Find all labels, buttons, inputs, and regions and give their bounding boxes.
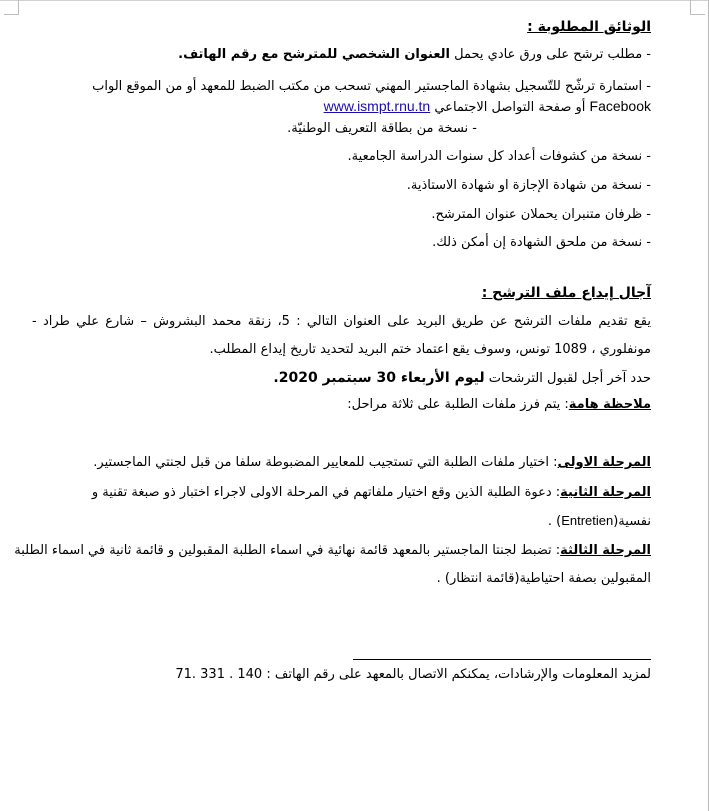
important-note: [40, 396, 651, 414]
address-line-1: يقع تقديم ملفات الترشح عن طريق البريد على العنوان التالي : 5، زنقة محمد البشروش – شارع علي طراد -: [32, 314, 652, 329]
stage-third-line2: المقبولين بصفة احتياطية(قائمة انتظار) .: [436, 571, 651, 586]
stage-third-line1: [14, 542, 651, 560]
stage-first-text: : اختيار ملفات الطلبة التي تستجيب للمعايير المضبوطة سلفا من قبل لجنتي الماجستير.: [93, 455, 558, 470]
stage-third-text1: : تضبط لجنتا الماجستير بالمعهد قائمة نهائية في اسماء الطلبة المقبولين و قائمة ثانية في اسماء الطلبة: [14, 543, 561, 558]
doc-item-form-line2: [40, 97, 651, 117]
doc-item-form-line2-text: أو صفحة التواصل الاجتماعي: [430, 100, 590, 115]
stage-second-entretien: Entretien: [561, 513, 614, 528]
stage-second-line2: [40, 512, 651, 531]
deadline-line: [40, 369, 651, 388]
important-note-label: ملاحظة هامة: [568, 397, 651, 412]
doc-item-request-bold: العنوان الشخصي للمترشح مع رقم الهاتف.: [178, 47, 451, 62]
stage-first-label: المرحلة الاولى: [557, 455, 651, 470]
stage-second-line1: [40, 484, 651, 502]
required-documents-heading: الوثائق المطلوبة :: [527, 19, 651, 35]
doc-item-degree: - نسخة من شهادة الإجازة او شهادة الاستاذية.: [406, 178, 651, 193]
deadlines-heading: آجال إيداع ملف الترشح :: [481, 285, 651, 301]
doc-item-request-text: - مطلب ترشح على ورق عادي يحمل: [450, 47, 651, 62]
stage-second-text2-start: نفسية(: [613, 514, 651, 529]
stage-third-label: المرحلة الثالثة: [560, 543, 651, 558]
stage-first: [40, 454, 651, 472]
stage-second-text2-end: ) .: [547, 514, 562, 529]
doc-item-form-line1: - استمارة ترشّح للتّسجيل بشهادة الماجستير المهني تسحب من مكتب الضبط للمعهد أو من الموقع الواب: [92, 79, 651, 94]
doc-item-request: [40, 46, 651, 64]
facebook-label: Facebook: [589, 98, 651, 114]
stage-second-label: المرحلة الثانية: [560, 485, 651, 500]
stage-second-text1: : دعوة الطلبة الذين وقع اختيار ملفاتهم في المرحلة الاولى لاجراء اختبار ذو صبغة تقنية و: [91, 485, 561, 500]
page-corner-mark-right: [690, 0, 705, 15]
footer-separator: [353, 659, 651, 660]
address-line-2: مونفلوري ، 1089 تونس، وسوف يقع اعتماد ختم البريد لتحديد تاريخ إيداع المطلب.: [209, 342, 651, 357]
doc-item-envelopes: - ظرفان متنبران يحملان عنوان المترشح.: [431, 207, 651, 222]
deadline-text: حدد آخر أجل لقبول الترشحات: [484, 371, 651, 386]
doc-item-supplement: - نسخة من ملحق الشهادة إن أمكن ذلك.: [432, 235, 651, 250]
important-note-text: : يتم فرز ملفات الطلبة على ثلاثة مراحل:: [347, 397, 569, 412]
website-link[interactable]: www.ismpt.rnu.tn: [323, 98, 431, 114]
page-corner-mark-left: [4, 0, 19, 15]
deadline-date: ليوم الأربعاء 30 سبتمبر 2020.: [273, 370, 485, 386]
doc-item-id-card: - نسخة من بطاقة التعريف الوطنيّة.: [287, 121, 477, 136]
doc-item-transcripts: - نسخة من كشوفات أعداد كل سنوات الدراسة الجامعية.: [347, 149, 651, 164]
footer-contact: لمزيد المعلومات والإرشادات، يمكنكم الاتصال بالمعهد على رقم الهاتف : 140 . 331 .71: [175, 667, 651, 682]
